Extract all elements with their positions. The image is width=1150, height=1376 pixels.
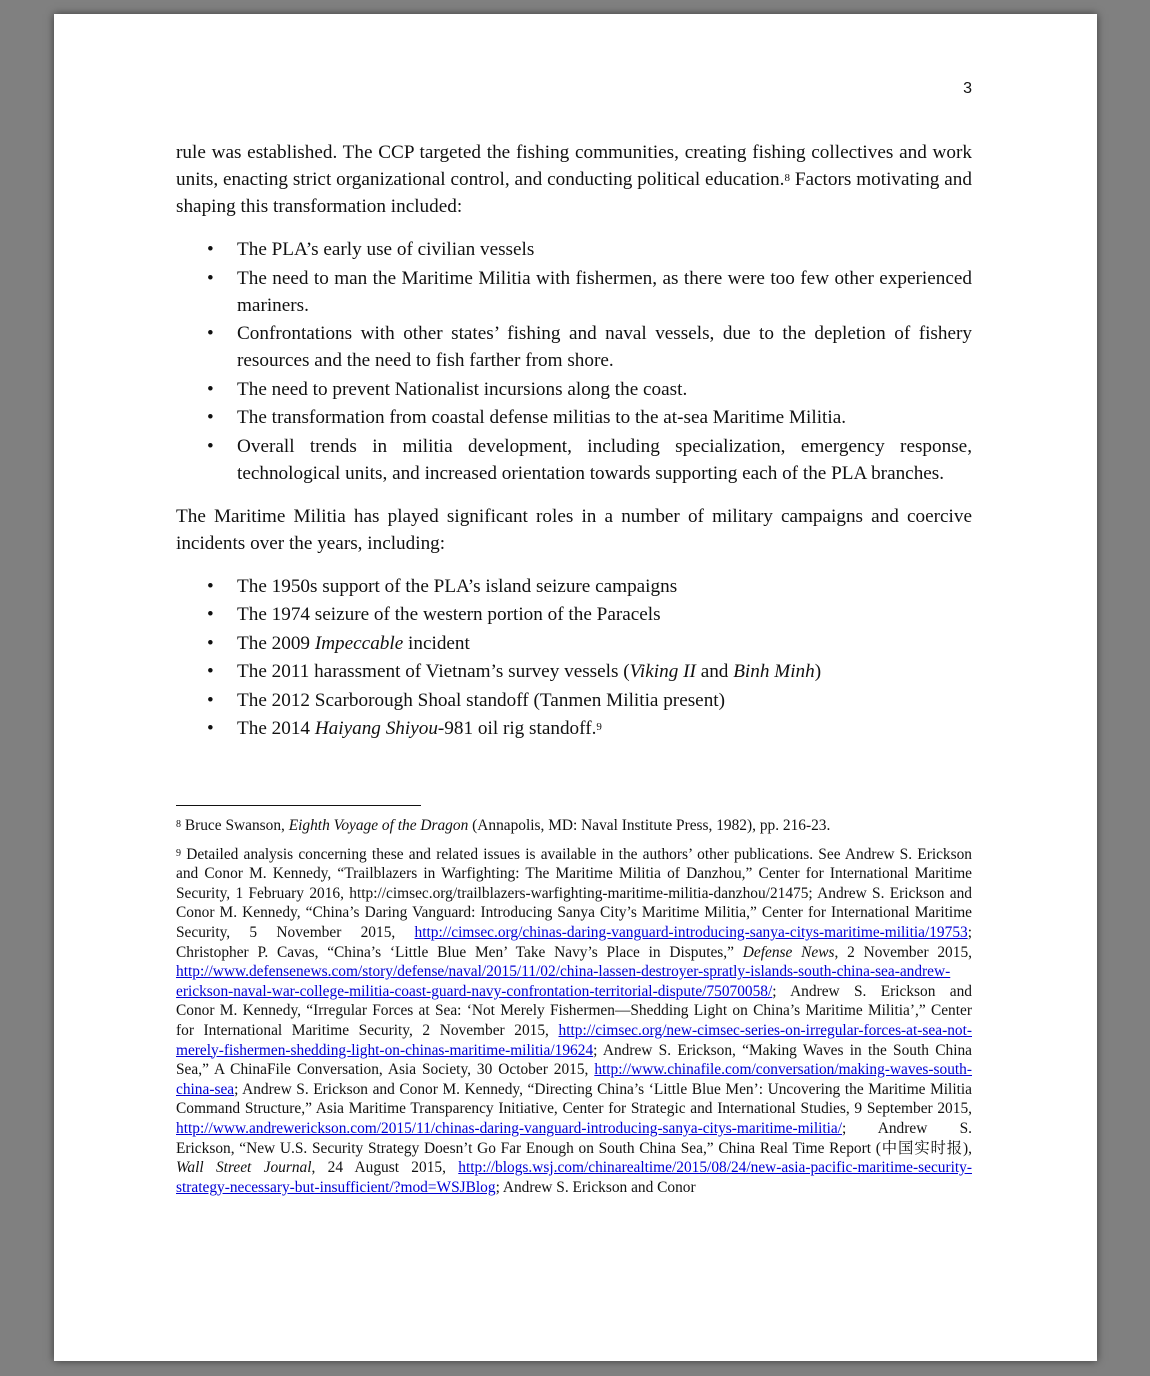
list-item: • The 2014 Haiyang Shiyou-981 oil rig standoff.$^9$ bbox=[176, 715, 972, 742]
bullet-icon: • bbox=[207, 239, 214, 260]
intro-paragraph bbox=[176, 139, 972, 220]
bullet-icon: • bbox=[207, 689, 214, 711]
bullet-icon: • bbox=[207, 575, 214, 597]
roles-paragraph: The Maritime Militia has played significant roles in a number of military campaigns and coercive incidents over the years, including: bbox=[176, 505, 972, 554]
roles-list bbox=[176, 573, 972, 743]
footnote-link[interactable]: http://www.andrewerickson.com/2015/11/chinas-daring-vanguard-introducing-sanya-citys-maritime-militia/ bbox=[176, 1119, 843, 1137]
list-item: • The 2011 harassment of Vietnam’s survey vessels (Viking II and Binh Minh) bbox=[176, 658, 972, 685]
footnote-link[interactable]: http://www.chinafile.com/conversation/making-waves-south-china-sea bbox=[176, 1061, 972, 1098]
footnote-link[interactable]: http://www.defensenews.com/story/defense/naval/2015/11/02/china-lassen-destroyer-spratly-islands-south-china-sea-andrew-erickson-naval-war-college-militia-coast-guard-navy-confrontation-territorial-dispute/75070058/ bbox=[176, 963, 951, 1000]
list-item: • The 1974 seizure of the western portion of the Paracels bbox=[176, 601, 972, 628]
footnote-separator bbox=[176, 805, 421, 806]
bullet-icon: • bbox=[207, 435, 214, 457]
bullet-icon: • bbox=[207, 323, 214, 344]
footnote-9: $^9$ Detailed analysis concerning these and related issues is available in the authors’ other publications. See Andrew S. Erickson and Conor M. Kennedy, “Trailblazers in Warfighting: The Maritime Militia of Danzhou,” Center for International Maritime Security, 1 February 2016, http://cimsec.org/trailblazers-warfighting-maritime-militia-danzhou/21475; Andrew S. Erickson and Conor M. Kennedy, “China’s Daring Vanguard: Introducing Sanya City’s Maritime Militia,” Center for International Maritime Security, 5 November 2015, http://cimsec.org/chinas-daring-vanguard-introducing-sanya-citys-maritime-militia/19753; Christopher P. Cavas, “China’s ‘Little Blue Men’ Take Navy’s Place in Disputes,” Defense News, 2 November 2015, http://www.defensenews.com/story/defense/naval/2015/11/02/china-lassen-destroyer-spratly-islands-south-china-sea-andrew-erickson-naval-war-college-militia-coast-guard-navy-confrontation-territorial-dispute/75070058/; Andrew S. Erickson and Conor M. Kennedy, “Irregular Forces at Sea: ‘Not Merely Fishermen—Shedding Light on China’s Maritime Militia’,” Center for International Maritime Security, 2 November 2015, http://cimsec.org/new-cimsec-series-on-irregular-forces-at-sea-not-merely-fishermen-shedding-light-on-chinas-maritime-militia/19624; Andrew S. Erickson, “Making Waves in the South China Sea,” A ChinaFile Conversation, Asia Society, 30 October 2015, http://www.chinafile.com/conversation/making-waves-south-china-sea; Andrew S. Erickson and Conor M. Kennedy, “Directing China’s ‘Little Blue Men’: Uncovering the Maritime Militia Command Structure,” Asia Maritime Transparency Initiative, Center for Strategic and International Studies, 9 September 2015, http://www.andrewerickson.com/2015/11/chinas-daring-vanguard-introducing-sanya-citys-maritime-militia/; Andrew S. Erickson, “New U.S. Security Strategy Doesn’t Go Far Enough on South China Sea,” China Real Time Report (中国实时报), Wall Street Journal, 24 August 2015, http://blogs.wsj.com/chinarealtime/2015/08/24/new-asia-pacific-maritime-security-strategy-necessary-but-insufficient/?mod=WSJBlog; Andrew S. Erickson and Conor bbox=[176, 845, 972, 1196]
list-item: • The need to man the Maritime Militia with fishermen, as there were too few other experienced mariners. bbox=[176, 265, 972, 319]
body-text bbox=[176, 139, 972, 758]
footnote-ref-8[interactable]: 8 bbox=[784, 172, 790, 184]
bullet-icon: • bbox=[207, 267, 214, 289]
list-item: • The 2009 Impeccable incident bbox=[176, 630, 972, 657]
list-item: • Overall trends in militia development, including specialization, emergency response, technological units, and increased orientation towards supporting each of the PLA branches. bbox=[176, 433, 972, 487]
list-item: • The 2012 Scarborough Shoal standoff (Tanmen Militia present) bbox=[176, 687, 972, 714]
footnote-link[interactable]: http://blogs.wsj.com/chinarealtime/2015/08/24/new-asia-pacific-maritime-security-strategy-necessary-but-insufficient/?mod=WSJBlog bbox=[176, 1159, 972, 1196]
bullet-icon: • bbox=[207, 718, 214, 739]
document-page bbox=[54, 14, 1097, 1361]
intro-tail: Factors motivating and shaping this transformation included: bbox=[176, 169, 972, 217]
footnote-link[interactable]: http://cimsec.org/chinas-daring-vanguard-introducing-sanya-citys-maritime-militia/19753 bbox=[414, 923, 968, 941]
bullet-icon: • bbox=[207, 632, 214, 654]
list-item: • Confrontations with other states’ fishing and naval vessels, due to the depletion of fishery resources and the need to fish farther from shore. bbox=[176, 320, 972, 374]
footnote-mark: 8 bbox=[176, 819, 181, 830]
footnote-link[interactable]: http://cimsec.org/new-cimsec-series-on-irregular-forces-at-sea-not-merely-fishermen-shedding-light-on-chinas-maritime-militia/19624 bbox=[176, 1021, 972, 1059]
page-number: 3 bbox=[963, 80, 972, 97]
list-item: • The need to prevent Nationalist incursions along the coast. bbox=[176, 376, 972, 403]
bullet-icon: • bbox=[207, 604, 214, 625]
factors-list bbox=[176, 236, 972, 487]
footnote-ref-9[interactable]: 9 bbox=[596, 721, 602, 733]
bullet-icon: • bbox=[207, 407, 214, 428]
intro-text: rule was established. The CCP targeted the fishing communities, creating fishing collectives and work units, enacting strict organizational control, and conducting political education. bbox=[176, 142, 972, 190]
list-item: • The transformation from coastal defense militias to the at-sea Maritime Militia. bbox=[176, 404, 972, 431]
footnotes bbox=[176, 816, 972, 1206]
list-item: • The 1950s support of the PLA’s island seizure campaigns bbox=[176, 573, 972, 600]
bullet-icon: • bbox=[207, 378, 214, 400]
footnote-8: $^8$ Bruce Swanson, Eighth Voyage of the Dragon (Annapolis, MD: Naval Institute Press, 1982), pp. 216-23. bbox=[176, 817, 831, 834]
footnote-mark: 9 bbox=[176, 847, 181, 859]
list-item: • The PLA’s early use of civilian vessels bbox=[176, 236, 972, 263]
bullet-icon: • bbox=[207, 661, 214, 682]
